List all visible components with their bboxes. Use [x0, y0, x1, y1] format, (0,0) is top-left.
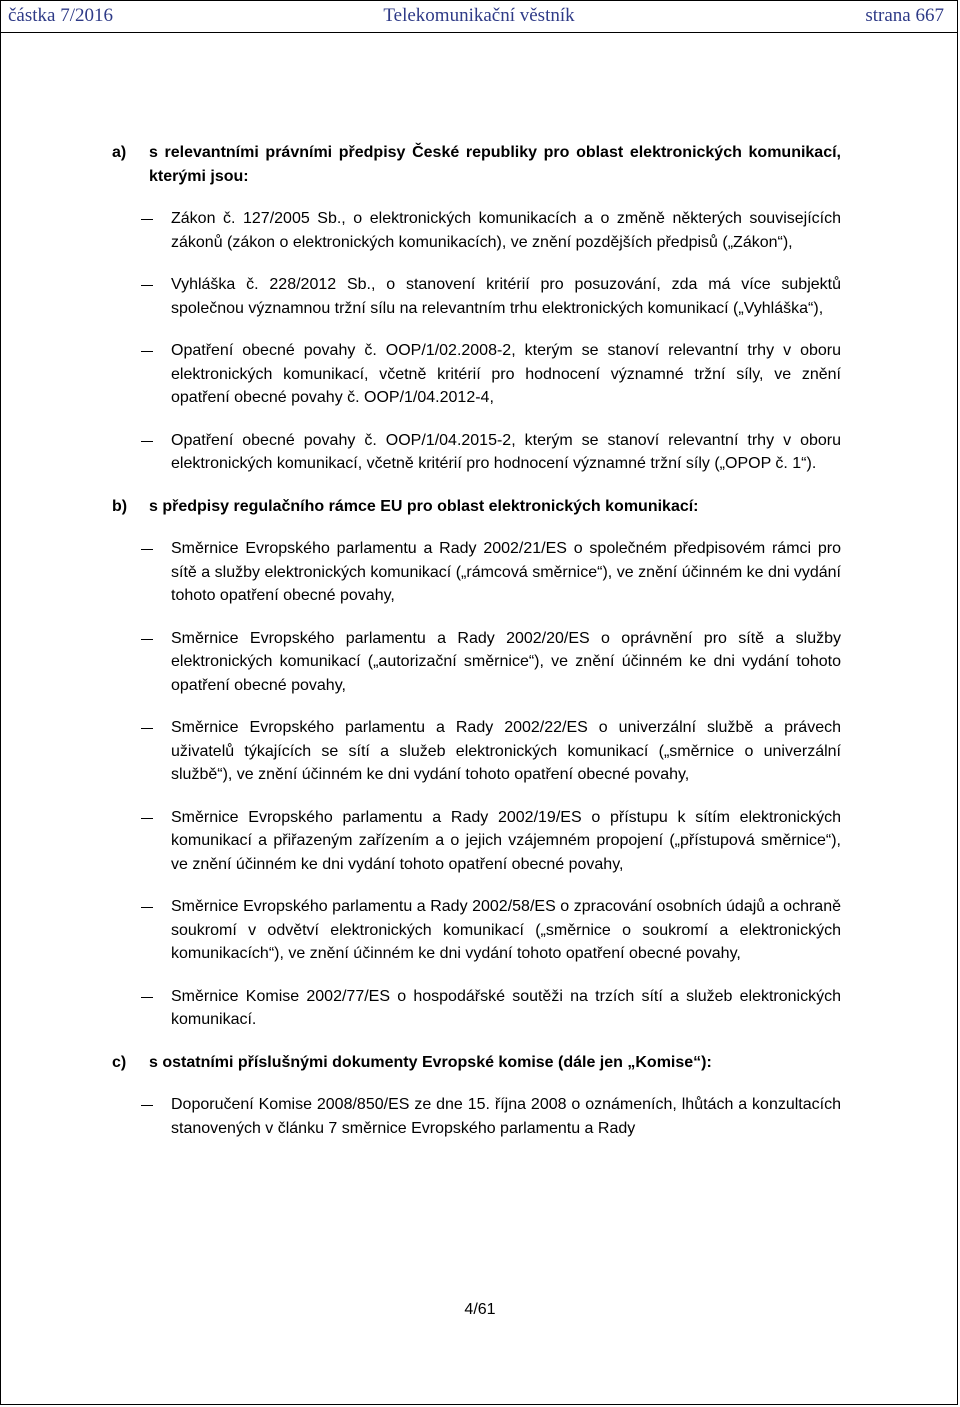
list-item — [112, 627, 841, 698]
page-number: 4/61 — [464, 1301, 496, 1318]
page-reference: strana 667 — [865, 5, 944, 26]
list-item-text: Vyhláška č. 228/2012 Sb., o stanovení kritérií pro posuzování, zda má více subjektů společnou významnou tržní sílu na relevantním trhu elektronických komunikací („Vyhláška“), — [171, 276, 841, 317]
list-item — [112, 716, 841, 787]
list-item-text: Zákon č. 127/2005 Sb., o elektronických komunikacích a o změně některých souvisejících zákonů (zákon o elektronických komunikacích), ve znění pozdějších předpisů („Zákon“), — [171, 210, 841, 251]
section-letter: c) — [112, 1053, 127, 1071]
section-b-list — [112, 537, 841, 1032]
dash-bullet — [141, 639, 153, 640]
list-item-text: Směrnice Evropského parlamentu a Rady 2002/19/ES o přístupu k sítím elektronických komunikací a přiřazeným zařízením a o jejich vzájemném propojení („přístupová směrnice“), ve znění účinném ke dni vydání tohoto opatření obecné povahy, — [171, 808, 841, 873]
section-heading-text: s předpisy regulačního rámce EU pro oblast elektronických komunikací: — [149, 497, 699, 515]
list-item-text: Směrnice Evropského parlamentu a Rady 2002/20/ES o oprávnění pro sítě a služby elektronických komunikací („autorizační směrnice“), ve znění účinném ke dni vydání tohoto opatření obecné povahy, — [171, 629, 841, 694]
list-item-text: Směrnice Komise 2002/77/ES o hospodářské soutěži na trzích sítí a služeb elektronických komunikací. — [171, 987, 841, 1028]
section-letter: b) — [112, 497, 128, 515]
list-item-text: Opatření obecné povahy č. OOP/1/02.2008-2, kterým se stanoví relevantní trhy v oboru elektronických komunikací, včetně kritérií pro hodnocení významné tržní síly, ve znění opatření obecné povahy č. OOP/1/04.2012-4, — [171, 342, 841, 406]
section-heading-text: s ostatními příslušnými dokumenty Evropské komise (dále jen „Komise“): — [149, 1053, 712, 1071]
dash-bullet — [141, 285, 153, 286]
dash-bullet — [141, 1105, 153, 1106]
list-item — [112, 1093, 841, 1140]
list-item — [112, 895, 841, 966]
issue-number: částka 7/2016 — [8, 5, 114, 26]
list-item — [112, 985, 841, 1032]
dash-bullet — [141, 997, 153, 998]
list-item-text: Směrnice Evropského parlamentu a Rady 2002/22/ES o univerzální službě a právech uživatelů týkajících se sítí a služeb elektronických komunikací („směrnice o univerzální službě“), ve znění účinném ke dni vydání tohoto opatření obecné povahy, — [171, 719, 841, 783]
dash-bullet — [141, 818, 153, 819]
list-item-text: Směrnice Evropského parlamentu a Rady 2002/21/ES o společném předpisovém rámci pro sítě a služby elektronických komunikací („rámcová směrnice“), ve znění účinném ke dni vydání tohoto opatření obecné povahy, — [171, 540, 841, 604]
list-item — [112, 537, 841, 608]
page-header — [0, 0, 958, 33]
list-item — [112, 273, 841, 320]
list-item-text: Opatření obecné povahy č. OOP/1/04.2015-2, kterým se stanoví relevantní trhy v oboru elektronických komunikací, včetně kritérií pro hodnocení významné tržní síly („OPOP č. 1“). — [171, 431, 841, 472]
list-item — [112, 806, 841, 877]
dash-bullet — [141, 728, 153, 729]
dash-bullet — [141, 549, 153, 550]
dash-bullet — [141, 907, 153, 908]
list-item — [112, 207, 841, 254]
section-a-list — [112, 207, 841, 476]
list-item — [112, 339, 841, 410]
journal-title: Telekomunikační věstník — [383, 5, 575, 26]
section-b-heading — [112, 495, 841, 519]
section-heading-text: s relevantními právními předpisy České republiky pro oblast elektronických komunikací, kterými jsou: — [149, 144, 841, 185]
dash-bullet — [141, 219, 153, 220]
section-c-heading — [112, 1051, 841, 1075]
dash-bullet — [141, 351, 153, 352]
section-c-list — [112, 1093, 841, 1140]
list-item-text: Doporučení Komise 2008/850/ES ze dne 15. října 2008 o oznámeních, lhůtách a konzultacích stanovených v článku 7 směrnice Evropského parlamentu a Rady — [171, 1096, 841, 1137]
document-body — [112, 141, 841, 1159]
list-item — [112, 429, 841, 476]
section-a-heading — [112, 141, 841, 188]
list-item-text: Směrnice Evropského parlamentu a Rady 2002/58/ES o zpracování osobních údajů a ochraně soukromí v odvětví elektronických komunikací („směrnice o soukromí a elektronických komunikacích“), ve znění účinném ke dni vydání tohoto opatření obecné povahy, — [171, 898, 841, 962]
section-letter: a) — [112, 144, 127, 161]
dash-bullet — [141, 441, 153, 442]
